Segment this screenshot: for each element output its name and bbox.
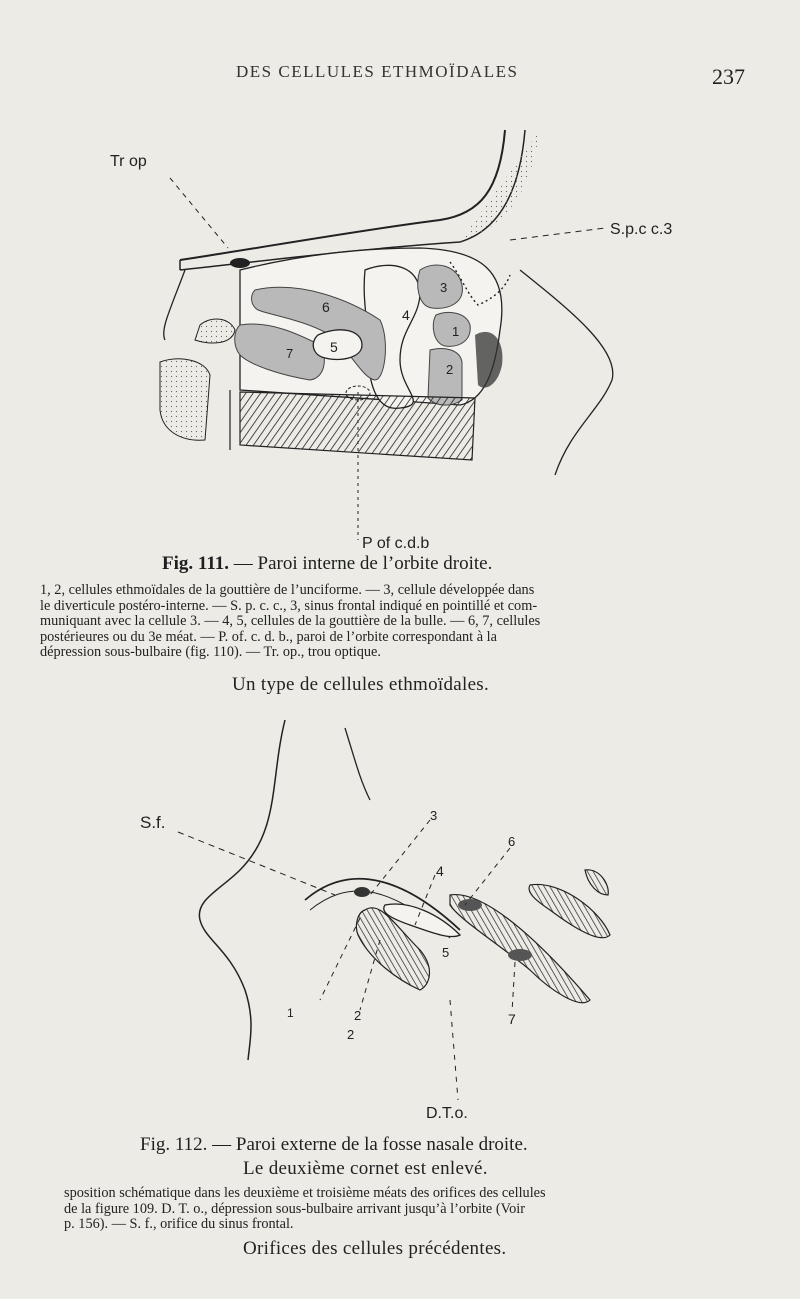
- figure-111-title: [162, 553, 492, 575]
- figure-112-illustration: [130, 700, 630, 1130]
- figure-112-title: [140, 1134, 528, 1156]
- caption-line: le diverticule postéro-interne. — S. p. c. c., 3, sinus frontal indiqué en pointillé et com-: [40, 597, 538, 614]
- caption-line: de la figure 109. D. T. o., dépression sous-bulbaire arrivant jusqu’à l’orbite (Voir: [64, 1200, 525, 1217]
- label-ostium-2a: 2: [354, 1008, 362, 1023]
- label-cell-5: 5: [330, 339, 338, 355]
- caption-line: dépression sous-bulbaire (fig. 110). — Tr. op., trou optique.: [40, 644, 381, 661]
- figure-112-subtitle: Orifices des cellules précédentes.: [243, 1238, 507, 1259]
- label-spc3: S.p.c c.3: [610, 221, 673, 238]
- page-number: 237: [712, 64, 745, 89]
- caption-line: p. 156). — S. f., orifice du sinus frontal.: [64, 1216, 294, 1233]
- label-cell-3: 3: [440, 280, 448, 295]
- label-cell-6: 6: [322, 299, 330, 315]
- figure-112-number: Fig. 112.: [140, 1134, 208, 1155]
- label-cell-1: 1: [452, 324, 460, 339]
- caption-line: sposition schématique dans les deuxième et troisième méats des orifices des cellules: [64, 1185, 546, 1201]
- running-head: DES CELLULES ETHMOÏDALES: [236, 62, 519, 81]
- caption-line: muniquant avec la cellule 3. — 4, 5, cellules de la gouttière de la bulle. — 6, 7, cellules: [40, 613, 541, 630]
- figure-111-title-text: — Paroi interne de l’orbite droite.: [233, 553, 493, 574]
- figure-111-subtitle: Un type de cellules ethmoïdales.: [232, 674, 490, 695]
- label-ostium-1: 1: [287, 1006, 294, 1020]
- label-ostium-3: 3: [430, 808, 438, 823]
- figure-111-caption: [40, 583, 756, 661]
- label-pof: P of c.d.b: [362, 535, 430, 552]
- label-cell-4: 4: [402, 307, 410, 323]
- label-ostium-2b: 2: [347, 1027, 355, 1042]
- figure-111-illustration: [100, 130, 673, 560]
- figure-112-title-text: — Paroi externe de la fosse nasale droite.: [212, 1134, 528, 1155]
- figure-111-number: Fig. 111.: [162, 553, 230, 574]
- label-sf: S.f.: [140, 813, 166, 832]
- label-tr-op: Tr op: [110, 153, 147, 170]
- label-cell-7: 7: [286, 346, 294, 361]
- label-dto: D.T.o.: [426, 1105, 468, 1122]
- caption-line: 1, 2, cellules ethmoïdales de la gouttière de l’unciforme. — 3, cellule développée dans: [40, 582, 535, 598]
- caption-line: postérieures ou du 3e méat. — P. of. c. d. b., paroi de l’orbite correspondant à la: [40, 628, 497, 645]
- label-ostium-6: 6: [508, 834, 516, 849]
- label-ostium-5: 5: [442, 945, 450, 960]
- label-ostium-4: 4: [436, 863, 444, 879]
- label-cell-2: 2: [446, 362, 454, 377]
- figure-112-caption: [64, 1186, 762, 1233]
- figure-112-title-line2: Le deuxième cornet est enlevé.: [243, 1158, 488, 1179]
- label-ostium-7: 7: [508, 1011, 516, 1027]
